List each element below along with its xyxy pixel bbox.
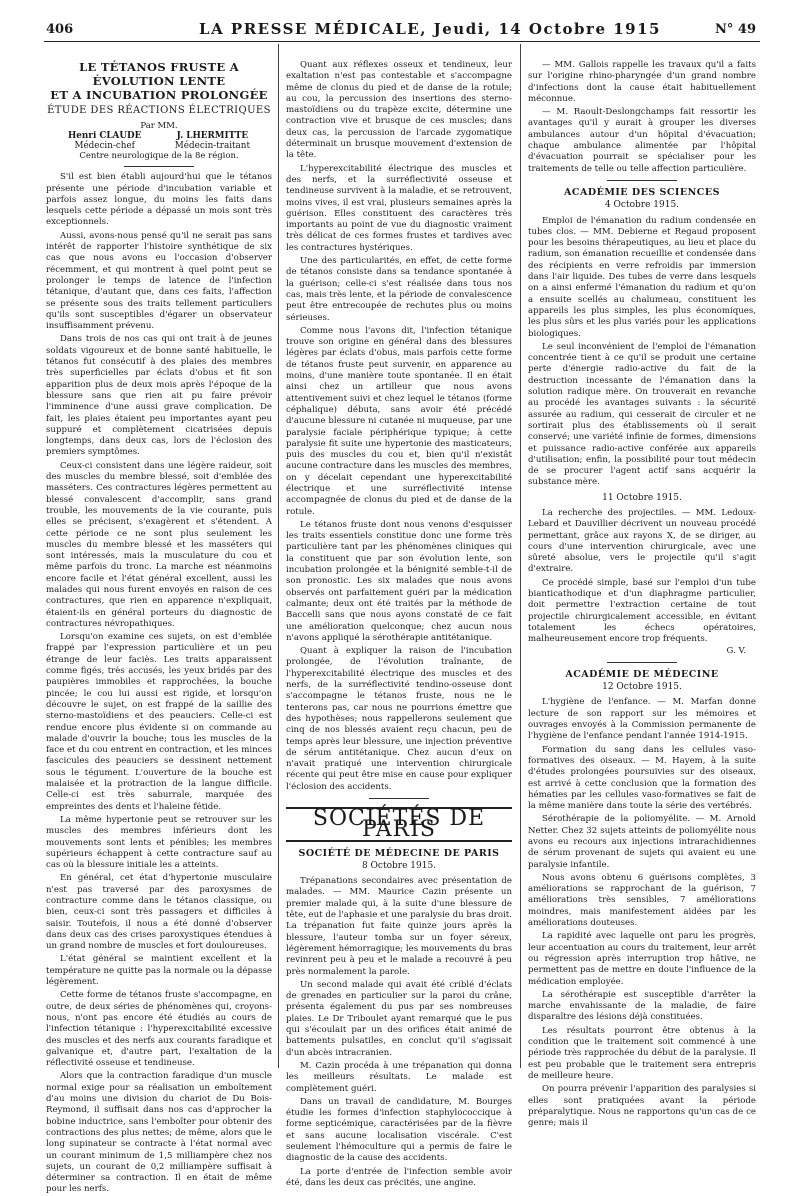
article-title bbox=[46, 60, 272, 102]
acad-medecine-body bbox=[528, 697, 756, 1129]
author-2-name: J. LHERMITTE bbox=[176, 131, 249, 142]
column-3 bbox=[528, 58, 756, 1129]
paragraph: Lorsqu'on examine ces sujets, on est d'emblée frappé par l'expression particulière et un peu étrange de leur faciès. Les traits apparaissent comme figés, très accusés, les yeux bridés par des paupières immobiles et rapprochées, la bouche pincée; le cou lui aussi est rigide, et lorsqu'on découvre le sujet, on est frappé de la saillie des sterno-mastoïdiens et des peauciers. Celle-ci est rendue encore plus évidente si on commande au malade d'ouvrir la bouche; tous les muscles de la face et du cou entrent en contraction, et les minces fascicules des peauciers se dessinent nettement sous le tégument. L'ouverture de la bouche est malaisée et la protraction de la langue difficile. Celle-ci est très saburrale, marquée des empreintes des dents et l'haleine fétide. bbox=[46, 632, 272, 812]
paragraph: S'il est bien établi aujourd'hui que le tétanos présente une période d'incubation variable et parfois assez longue, du moins les faits dans lesquels cette période a dépassé un mois sont très exceptionnels. bbox=[46, 172, 272, 228]
paragraph: L'hygiène de l'enfance. — M. Marfan donne lecture de son rapport sur les mémoires et ouvrages envoyés à la Commission permanente de l'hygiène de l'enfance pendant l'année 1914-1915. bbox=[528, 697, 756, 742]
paragraph: La porte d'entrée de l'infection semble avoir été, dans les deux cas précités, une angine. bbox=[286, 1166, 512, 1188]
end-rule bbox=[369, 798, 429, 799]
paragraph: Formation du sang dans les cellules vaso-formatives des oiseaux. — M. Hayem, à la suite d'études prolongées poursuivies sur des oiseaux, est arrivé à cette conclusion que la formation des hématies par les cellules vaso-formatives se fait de la même manière dans toute la série des vertébrés. bbox=[528, 744, 756, 812]
paragraph: La recherche des projectiles. — MM. Ledoux-Lebard et Dauvillier décrivent un nouveau procédé permettant, grâce aux rayons X, de se diriger, au cours d'une intervention chirurgicale, avec une sûreté absolue, vers le projectile qu'il s'agit d'extraire. bbox=[528, 507, 756, 575]
paragraph: Alors que la contraction faradique d'un muscle normal exige pour sa réalisation un emboîtement d'au moins une division du chariot de Du Bois-Reymond, il suffisait dans nos cas d'approcher la bobine inductrice, sans l'emboîter pour obtenir des contractions des plus nettes; de même, alors que le long supinateur se contracte à l'état normal avec un courant minimum de 1,5 milliampère chez nos sujets, un courant de 0,2 milliampère suffisait à déterminer sa contraction. Il en était de même pour les nerfs. bbox=[46, 1071, 272, 1195]
page-number: 406 bbox=[46, 22, 74, 37]
article-body-col2 bbox=[286, 60, 512, 793]
paragraph: Quant à expliquer la raison de l'incubation prolongée, de l'évolution traînante, de l'hyperexcitabilité électrique des muscles et des nerfs, de la surréflectivité tendino-osseuse dont s'accompagne le tétanos fruste, nous ne le tenterons pas, car nous ne pourrions émettre que des hypothèses; nous rappellerons seulement que cinq de nos blessés avaient reçu chacun, peu de temps après leur blessure, une injection préventive de sérum antitétanique. Chez aucun d'eux on n'avait pratiqué une intervention chirurgicale récente qui peut être mise en cause pour expliquer l'éclosion des accidents. bbox=[286, 646, 512, 792]
paragraph: L'état général se maintient excellent et la température ne quitte pas la normale ou la dépasse légèrement. bbox=[46, 954, 272, 988]
author-affiliation: Centre neurologique de la 8e région. bbox=[79, 151, 239, 162]
sms-body-cont bbox=[528, 60, 756, 175]
author-2 bbox=[175, 131, 250, 151]
journal-title: LA PRESSE MÉDICALE, Jeudi, 14 Octobre 1915 bbox=[199, 20, 661, 38]
article-title-line-1: LE TÉTANOS FRUSTE A ÉVOLUTION LENTE bbox=[79, 60, 239, 88]
page-header bbox=[40, 8, 760, 38]
paragraph: Sérothérapie de la poliomyélite. — M. Arnold Netter. Chez 32 sujets atteints de poliomyélite nous avons eu recours aux injections intrarachidiennes de sérum provenant de sujets qui avaient eu une paralysie infantile. bbox=[528, 814, 756, 870]
paragraph: — M. Raoult-Deslongchamps fait ressortir les avantages qu'il y aurait à grouper les diverses ambulances autour d'un hôpital d'évacuation; chaque ambulance alimentée par l'hôpital d'évacuation pourrait se spécialiser pour les traitements de telle ou telle affection particulière. bbox=[528, 107, 756, 174]
column-divider-2 bbox=[520, 44, 521, 1068]
societes-banner: SOCIÉTÉS DE PARIS bbox=[286, 807, 512, 842]
paragraph: Ce procédé simple, basé sur l'emploi d'un tube bianticathodique et d'un diaphragme particulier, doit permettre l'extraction certaine de tout projectile chirurgicalement accessible, en évitant totalement les échecs opératoires, malheureusement encore trop fréquents. bbox=[528, 577, 756, 645]
paragraph: Le seul inconvénient de l'emploi de l'émanation concentrée tient à ce qu'il se produit une certaine perte d'énergie radio-active du fait de la destruction incessante de l'émanation dans la solution radique mère. On trouverait en revanche au procédé les avantages suivants : la sécurité assurée au radium, qui cesserait de circuler et ne sortirait plus des établissements où il serait conservé; une variété infinie de formes, dimensions et puissance radio-active conférée aux appareils d'utilisation; enfin, la possibilité pour tout médecin de se procurer l'agent actif sans acquérir la substance mère. bbox=[528, 341, 756, 488]
paragraph: La même hypertonie peut se retrouver sur les muscles des membres inférieurs dont les mouvements sont lents et pénibles; les membres supérieurs échappent à cette contracture sauf au cas où la blessure initiale les a atteints. bbox=[46, 814, 272, 871]
article-title-line-2: ET A INCUBATION PROLONGÉE bbox=[50, 88, 268, 102]
section-heading-sms: SOCIÉTÉ DE MÉDECINE DE PARIS bbox=[298, 847, 500, 859]
signature: G. V. bbox=[726, 645, 746, 656]
paragraph: La sérothérapie est susceptible d'arrêter la marche envahissante de la maladie, de faire disparaître des lésions déjà constituées. bbox=[528, 989, 756, 1023]
session-date-11oct: 11 Octobre 1915. bbox=[602, 492, 682, 503]
paragraph: Emploi de l'émanation du radium condensée en tubes clos. — MM. Debierne et Regaud proposent pour les besoins thérapeutiques, au lieu et place du radium, son émanation recueillie et condensée dans des récipients en verre refroidis par immersion dans l'air liquide. Des tubes de verre dans lesquels on a ainsi enfermé l'émanation du radium et qu'on a ensuite scellés au chalumeau, constituent les appareils les plus simples, les plus économiques, les plus sûrs et les plus variés pour les applications biologiques. bbox=[528, 215, 756, 339]
column-2 bbox=[286, 58, 512, 1188]
paragraph: On pourra prévenir l'apparition des paralysies si elles sont pratiquées avant la période préparalytique. Nous ne rapportons qu'un cas de ce genre; mais il bbox=[528, 1084, 756, 1129]
session-date-4oct: 4 Octobre 1915. bbox=[604, 200, 680, 211]
title-rule bbox=[124, 166, 194, 167]
acad-sciences-body bbox=[528, 216, 756, 489]
paragraph: Aussi, avons-nous pensé qu'il ne serait pas sans intérêt de rapporter l'histoire synthétique de six cas que nous avons eu l'occasion d'observer récemment, et qui montrent à quel point peut se prolonger le temps de latence de l'infection tétanique, d'autant que, dans ces faits, l'affection se présente sous des traits tellement particuliers qu'ils sont susceptibles d'égarer un observateur insuffisamment prévenu. bbox=[46, 230, 272, 332]
sms-body bbox=[286, 876, 512, 1189]
article-body-col1 bbox=[46, 172, 272, 1195]
authors bbox=[46, 131, 272, 151]
author-1-role: Médecin-chef bbox=[74, 141, 135, 152]
section-rule-1 bbox=[607, 180, 677, 181]
paragraph: Quant aux réflexes osseux et tendineux, leur exaltation n'est pas contestable et s'accompagne même de clonus du pied et de danse de la rotule; au cou, la percussion des insertions des sterno-mastoïdiens ou du trapèze excite, détermine une contraction vive et brusque de ces muscles; dans deux cas, la percussion de l'arcade zygomatique déterminait un brusque mouvement d'extension de la tête. bbox=[286, 60, 512, 161]
paragraph: Nous avons obtenu 6 guérisons complètes, 3 améliorations se rapprochant de la guérison, 7 améliorations très sensibles, 7 améliorations moindres, mais manifestement aidées par les améliorations douteuses. bbox=[528, 872, 756, 929]
paragraph: Comme nous l'avons dit, l'infection tétanique trouve son origine en général dans des blessures légères par éclats d'obus, mais parfois cette forme de tétanos fruste peut survenir, en apparence au moins, d'une manière toute spontanée. Il en était ainsi chez un artilleur que nous avons attentivement suivi et chez lequel le tétanos (forme céphalique) débuta, sans avoir été précédé d'aucune blessure ni cutanée ni muqueuse, par une paralysie faciale périphérique typique; à cette paralysie fit suite une hypertonie des masticateurs, puis des muscles du cou et, bien qu'il n'existât aucune contracture dans les muscles des membres, on y décelait cependant une hyperexcitabilité électrique et une surréflectivité intense accompagnée de clonus du pied et de danse de la rotule. bbox=[286, 325, 512, 517]
paragraph: En général, cet état d'hypertonie musculaire n'est pas traversé par des paroxysmes de contracture comme dans le tétanos classique, ou bien, ceux-ci sont très passagers et difficiles à saisir. Toutefois, il nous a été donné d'observer dans deux cas des crises paroxystiques étendues à un grand nombre de muscles et fort douloureuses. bbox=[46, 873, 272, 952]
paragraph: Dans trois de nos cas qui ont trait à de jeunes soldats vigoureux et de bonne santé habituelle, le tétanos fut consécutif à des plaies des membres très superficielles par éclats d'obus et fit son apparition plus de deux mois après l'époque de la blessure sans que rien ait pu faire prévoir l'imminence d'une aussi grave complication. De fait, les plaies étaient peu importantes ayant peu suppuré et complètement cicatrisées depuis longtemps, dans deux cas, lors de l'éclosion des premiers symptômes. bbox=[46, 334, 272, 458]
author-2-role: Médecin-traitant bbox=[174, 141, 250, 152]
acad-sciences-body-2 bbox=[528, 508, 756, 646]
paragraph: Ceux-ci consistent dans une légère raideur, soit des muscles du membre blessé, soit d'emblée des masséters. Ces contractures légères permettent au blessé convalescent d'accomplir, sans grand trouble, les mouvements de la vie courante, puis elles se précisent, s'exagèrent et s'étendent. A cette période ce ne sont plus seulement les muscles du membre blessé et les masséters qui sont intéressés, mais la musculature du cou et même parfois du tronc. La marche est néanmoins encore facile et l'état général excellent, aussi les malades qui nous furent envoyés en raison de ces contractures, que rien en apparence n'expliquait, étaient-ils en général porteurs du diagnostic de contractures névropathiques. bbox=[46, 460, 272, 629]
paragraph: La rapidité avec laquelle ont paru les progrès, leur accentuation au cours du traitement, leur arrêt ou régression après interruption trop hâtive, ne permettent pas de mettre en doute l'influence de la médication employée. bbox=[528, 931, 756, 987]
author-1-name: Henri CLAUDE bbox=[68, 131, 142, 142]
paragraph: L'hyperexcitabilité électrique des muscles et des nerfs, et la surréflectivité osseuse et tendineuse survivent à la maladie, et se retrouvent, moins vives, il est vrai, plusieurs semaines après la guérison. Elles constituent des caractères très importants au point de vue du diagnostic vraiment très délicat de ces formes frustes et tardives avec les contractures hystériques. bbox=[286, 163, 512, 253]
par-line: Par MM. bbox=[140, 121, 178, 132]
column-divider-1 bbox=[278, 44, 279, 1068]
paragraph: Dans un travail de candidature, M. Bourges étudie les formes d'infection staphylococcique à forme septicémique, caractérisées par de la fièvre et sans aucune localisation viscérale. C'est seulement l'hémoculture qui a permis de faire le diagnostic de la cause des accidents. bbox=[286, 1096, 512, 1164]
author-1 bbox=[68, 131, 141, 151]
column-1 bbox=[46, 60, 272, 1195]
section-heading-acad-sciences: ACADÉMIE DES SCIENCES bbox=[564, 186, 720, 198]
section-heading-acad-medecine: ACADÉMIE DE MÉDECINE bbox=[565, 668, 719, 680]
paragraph: Une des particularités, en effet, de cette forme de tétanos consiste dans sa tendance spontanée à la guérison; celle-ci s'est réalisée dans tous nos cas, mais très lente, et la période de convalescence peut être entrecoupée de rechutes plus ou moins sérieuses. bbox=[286, 256, 512, 323]
paragraph: Les résultats pourront être obtenus à la condition que le traitement soit commencé à une période très rapprochée du début de la paralysie. Il est peu probable que le traitement sera entrepris de meilleure heure. bbox=[528, 1025, 756, 1081]
header-rule bbox=[44, 41, 760, 42]
issue-number: N° 49 bbox=[715, 22, 756, 37]
paragraph: M. Cazin procéda à une trépanation qui donna les meilleurs résultats. Le malade est complètement guéri. bbox=[286, 1060, 512, 1094]
article-subtitle: ÉTUDE DES RÉACTIONS ÉLECTRIQUES bbox=[47, 105, 271, 116]
paragraph: Un second malade qui avait été criblé d'éclats de grenades en particulier sur la paroi du crâne, présenta également du pus par ses nombreuses plaies. Le Dr Triboulet ayant remarqué que le pus qui s'écoulait par un des orifices était animé de battements pulsatiles, en conclut qu'il s'agissait d'un abcès intracranien. bbox=[286, 979, 512, 1058]
paragraph: Le tétanos fruste dont nous venons d'esquisser les traits essentiels constitue donc une forme très particulière tant par les phénomènes cliniques qui la constituent que par son évolution lente, son incubation prolongée et la bénignité semble-t-il de son pronostic. Les six malades que nous avons observés ont parfaitement guéri par la médication calmante; deux ont été traités par la méthode de Baccelli sans que nous ayons constaté de ce fait une amélioration quelconque; chez aucun nous n'avons appliqué la sérothérapie antitétanique. bbox=[286, 519, 512, 643]
session-date-8oct: 8 Octobre 1915. bbox=[361, 860, 437, 871]
session-date-12oct: 12 Octobre 1915. bbox=[602, 682, 682, 693]
paragraph: Cette forme de tétanos fruste s'accompagne, en outre, de deux séries de phénomènes qui, croyons-nous, n'ont pas encore été étudiés au cours de l'infection tétanique : l'hyperexcitabilité excessive des muscles et des nerfs aux courants faradique et galvanique et, d'autre part, l'exaltation de la réflectivité osseuse et tendineuse. bbox=[46, 990, 272, 1069]
paragraph: — MM. Gallois rappelle les travaux qu'il a faits sur l'origine rhino-pharyngée d'un grand nombre d'infections dont la cause était habituellement méconnue. bbox=[528, 60, 756, 104]
section-rule-2 bbox=[607, 662, 677, 663]
paragraph: Trépanations secondaires avec présentation de malades. — MM. Maurice Cazin présente un premier malade qui, à la suite d'une blessure de tête, eut de l'aphasie et une paralysie du bras droit. La trépanation fut faite quinze jours après la blessure, l'auteur tomba sur un foyer séreux, légèrement hémorragique; les mouvements du bras revinrent peu à peu et le malade a recouvré à peu près normalement la parole. bbox=[286, 876, 512, 977]
